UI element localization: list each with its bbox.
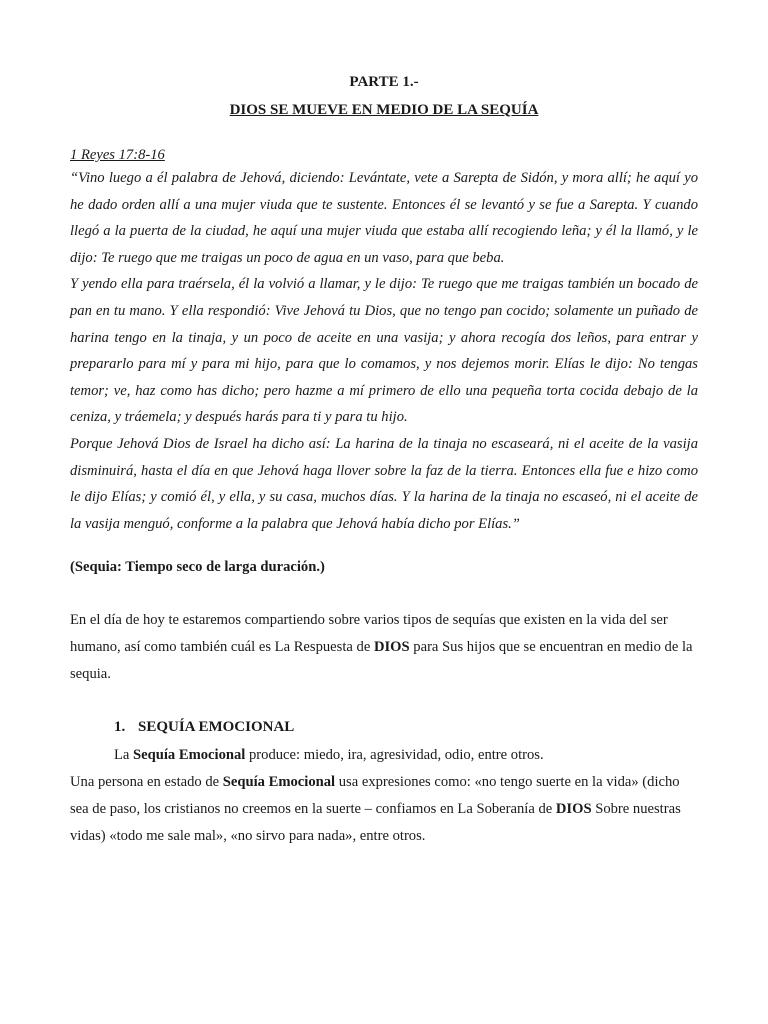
- section-title: SEQUÍA EMOCIONAL: [138, 719, 295, 736]
- document-subtitle: DIOS SE MUEVE EN MEDIO DE LA SEQUÍA: [229, 102, 539, 118]
- para2-mid: usa expresiones como: «no tengo suerte en la vida» (dicho sea de paso, los cristianos no creemos en la suerte – confiamos en La Soberanía de: [70, 774, 680, 818]
- para1-bold: Sequía Emocional: [133, 747, 246, 764]
- scripture-reference: 1 Reyes 17:8-16: [70, 147, 165, 163]
- section-paragraph-2: [70, 769, 698, 850]
- intro-paragraph: [70, 607, 698, 688]
- para2-pre: Una persona en estado de: [70, 774, 223, 791]
- intro-text-1: En el día de hoy te estaremos compartiendo sobre varios tipos de sequías que existen en la vida del ser humano, así como también cuál es La Respuesta de: [70, 612, 668, 656]
- verse-paragraph-2: Y yendo ella para traérsela, él la volvió a llamar, y le dijo: Te ruego que me traigas también un bocado de pan en tu mano. Y ella respondió: Vive Jehová tu Dios, que no tengo pan cocido; solamente un puñado de harina tengo en la tinaja, y un poco de aceite en una vasija; y ahora recogía dos leños, para entrar y prepararlo para mí y para mi hijo, para que lo comamos, y nos dejemos morir. Elías le dijo: No tengas temor; ve, haz como has dicho; pero hazme a mí primero de ello una pequeña torta cocida debajo de la ceniza, y tráemela; y después harás para ti y para tu hijo.: [70, 276, 698, 426]
- para1-post: produce: miedo, ira, agresividad, odio, entre otros.: [245, 747, 544, 764]
- document-page: [70, 66, 698, 850]
- para1-pre: La: [114, 747, 134, 764]
- para2-bold-2: DIOS: [555, 801, 592, 818]
- section-heading: [114, 714, 698, 740]
- intro-text-2: para Sus hijos que se encuentran en medio de la sequia.: [70, 639, 693, 683]
- definition-note: (Sequia: Tiempo seco de larga duración.): [70, 559, 325, 576]
- para2-bold-1: Sequía Emocional: [222, 774, 336, 791]
- verse-paragraph-1: “Vino luego a él palabra de Jehová, diciendo: Levántate, vete a Sarepta de Sidón, y mora allí; he aquí yo he dado orden allí a una mujer viuda que te sustente. Entonces él se levantó y se fue a Sarepta. Y cuando llegó a la puerta de la ciudad, he aquí una mujer viuda que estaba allí recogiendo leña; y él la llamó, y le dijo: Te ruego que me traigas un poco de agua en un vaso, para que beba.: [70, 170, 698, 266]
- intro-bold: DIOS: [373, 639, 410, 656]
- part-title: PARTE 1.-: [349, 74, 419, 90]
- para2-post: Sobre nuestras vidas) «todo me sale mal», «no sirvo para nada», entre otros.: [70, 801, 681, 845]
- section-number: 1.: [114, 719, 126, 736]
- section-paragraph-1: [70, 742, 698, 769]
- verse-paragraph-3: Porque Jehová Dios de Israel ha dicho así: La harina de la tinaja no escaseará, ni el aceite de la vasija disminuirá, hasta el día en que Jehová haga llover sobre la faz de la tierra. Entonces ella fue e hizo como le dijo Elías; y comió él, y ella, y su casa, muchos días. Y la harina de la tinaja no escaseó, ni el aceite de la vasija menguó, conforme a la palabra que Jehová había dicho por Elías.”: [70, 435, 698, 532]
